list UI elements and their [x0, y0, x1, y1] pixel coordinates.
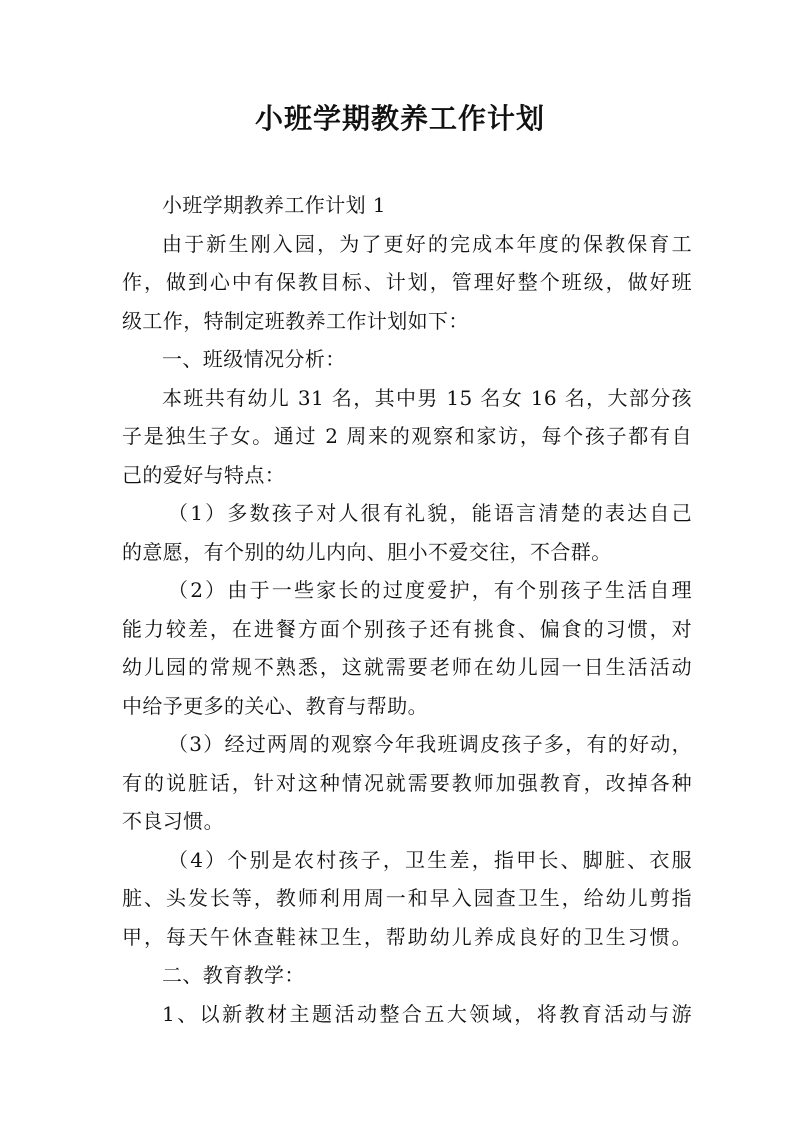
- text-line: 甲，每天午休查鞋袜卫生，帮助幼儿养成良好的卫生习惯。: [122, 924, 692, 949]
- point-1-paragraph: [122, 494, 692, 571]
- text-line: 本班共有幼儿 31 名，其中男 15 名女 16 名，大部分孩: [162, 385, 692, 410]
- intro-paragraph: [122, 225, 692, 341]
- text-line: 有的说脏话，针对这种情况就需要教师加强教育，改掉各种: [122, 770, 692, 795]
- point-2-paragraph: [122, 571, 692, 725]
- text-line: 幼儿园的常规不熟悉，这就需要老师在幼儿园一日生活活动: [122, 655, 692, 679]
- document-body: [122, 186, 692, 1033]
- point-3-paragraph: [122, 725, 692, 841]
- text-line: 脏、头发长等，教师利用周一和早入园查卫生，给幼儿剪指: [122, 886, 692, 910]
- section-2-heading: [122, 956, 692, 995]
- text-line: （1）多数孩子对人很有礼貌，能语言清楚的表达自己: [168, 501, 692, 525]
- text-line: 作，做到心中有保教目标、计划，管理好整个班级，做好班: [122, 270, 692, 294]
- text-line: 不良习惯。: [122, 809, 224, 833]
- text-line: 级工作，特制定班教养工作计划如下：: [122, 308, 469, 333]
- item-1-paragraph: [122, 995, 692, 1034]
- text-line: 子是独生子女。通过 2 周来的观察和家访，每个孩子都有自: [122, 424, 692, 448]
- text-line: 1、以新教材主题活动整合五大领域，将教育活动与游: [162, 1001, 692, 1026]
- text-line: 小班学期教养工作计划 1: [162, 193, 386, 217]
- text-line: 由于新生刚入园，为了更好的完成本年度的保教保育工: [162, 231, 692, 256]
- text-line: （3）经过两周的观察今年我班调皮孩子多，有的好动，: [168, 732, 692, 756]
- text-line: 的意愿，有个别的幼儿内向、胆小不爱交往，不合群。: [122, 539, 612, 564]
- document-title: 小班学期教养工作计划: [254, 102, 545, 135]
- text-line: 中给予更多的关心、教育与帮助。: [122, 693, 428, 718]
- text-line: （2）由于一些家长的过度爱护，有个别孩子生活自理: [168, 578, 692, 602]
- text-line: 能力较差，在进餐方面个别孩子还有挑食、偏食的习惯，对: [122, 616, 692, 641]
- subtitle: [122, 186, 692, 225]
- text-line: 一、班级情况分析：: [162, 347, 346, 371]
- point-4-paragraph: [122, 841, 692, 957]
- text-line: 二、教育教学：: [162, 963, 305, 987]
- text-line: （4）个别是农村孩子，卫生差，指甲长、脚脏、衣服: [168, 847, 692, 872]
- class-overview-paragraph: [122, 379, 692, 495]
- text-line: 己的爱好与特点：: [122, 462, 286, 487]
- section-1-heading: [122, 340, 692, 379]
